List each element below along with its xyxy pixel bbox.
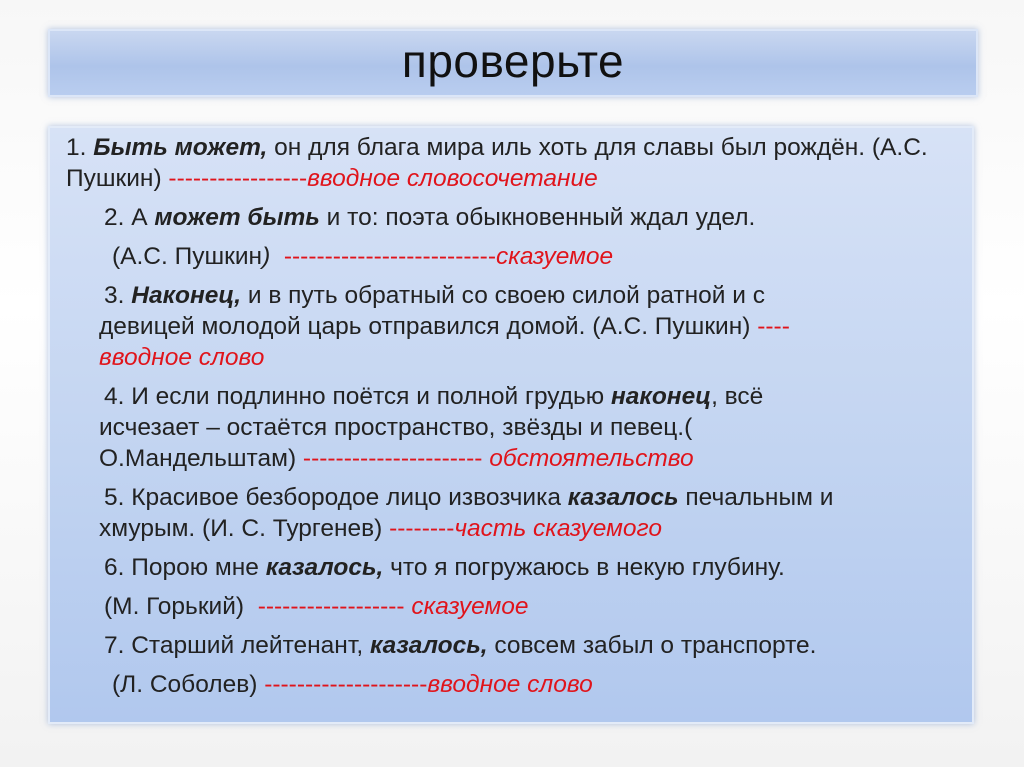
source-text: (А.С. Пушкин [112,243,263,270]
key-phrase: казалось, [369,632,488,659]
source-close: ) [262,243,271,270]
dash-leader: -------------------------- [283,243,496,270]
item-number: 4. И если подлинно поётся и полной грудью [104,383,611,410]
analysis-note: сказуемое [411,593,529,620]
dash-leader: -------------------- [264,671,428,698]
sentence-text: девицей молодой царь отправился домой. (А.С. Пушкин) [99,313,758,340]
list-item-5 [66,482,954,544]
title-box [48,29,978,97]
content-box [48,126,974,724]
key-phrase: Быть может, [93,134,268,161]
key-phrase: казалось, [265,554,384,581]
list-item-1 [66,132,954,194]
list-item-7-source [66,669,954,700]
list-item-4 [66,381,954,474]
list-item-3 [66,280,954,373]
source-text: (Л. Соболев) [112,671,265,698]
key-phrase: казалось [567,484,679,511]
dash-leader: ---------------------- [302,445,483,472]
item-number: 7. Старший лейтенант, [104,632,370,659]
sentence-text: что я погружаюсь в некую глубину. [383,554,785,581]
dash-leader: -------- [389,515,455,542]
slide-title: проверьте [401,35,625,87]
analysis-note: сказуемое [496,243,614,270]
list-item-2-source [66,241,954,272]
sentence-text: исчезает – остаётся пространство, звёзды и певец.( [99,414,693,441]
item-number: 2. А [104,204,155,231]
key-phrase: Наконец, [131,282,242,309]
list-item-6 [66,552,954,583]
dash-leader: ---- [757,313,790,340]
analysis-note: вводное словосочетание [307,165,598,192]
item-number: 3. [104,282,132,309]
item-number: 6. Порою мне [104,554,266,581]
analysis-note: обстоятельство [489,445,694,472]
list-item-2 [66,202,954,233]
source-text: (М. Горький) [104,593,251,620]
source-text: хмурым. (И. С. Тургенев) [99,515,390,542]
sentence-text: он для блага мира иль хоть для славы был рождён. (А.С. Пушкин) [66,134,928,192]
sentence-text: и то: поэта обыкновенный ждал удел. [319,204,756,231]
analysis-note: вводное слово [99,344,265,371]
sentence-text: печальным и [678,484,834,511]
sentence-text: , всё [711,383,764,410]
source-text: О.Мандельштам) [99,445,303,472]
sentence-text: совсем забыл о транспорте. [487,632,817,659]
dash-leader: ------------------ [257,593,405,620]
item-number: 1. [66,134,87,161]
list-item-6-source [66,591,954,622]
list-item-7 [66,630,954,661]
sentence-text: и в путь обратный со своею силой ратной и с [241,282,766,309]
item-number: 5. Красивое безбородое лицо извозчика [104,484,568,511]
key-phrase: может быть [154,204,320,231]
key-phrase: наконец [611,383,712,410]
analysis-note: часть сказуемого [454,515,662,542]
analysis-note: вводное слово [427,671,593,698]
dash-leader: ----------------- [168,165,308,192]
